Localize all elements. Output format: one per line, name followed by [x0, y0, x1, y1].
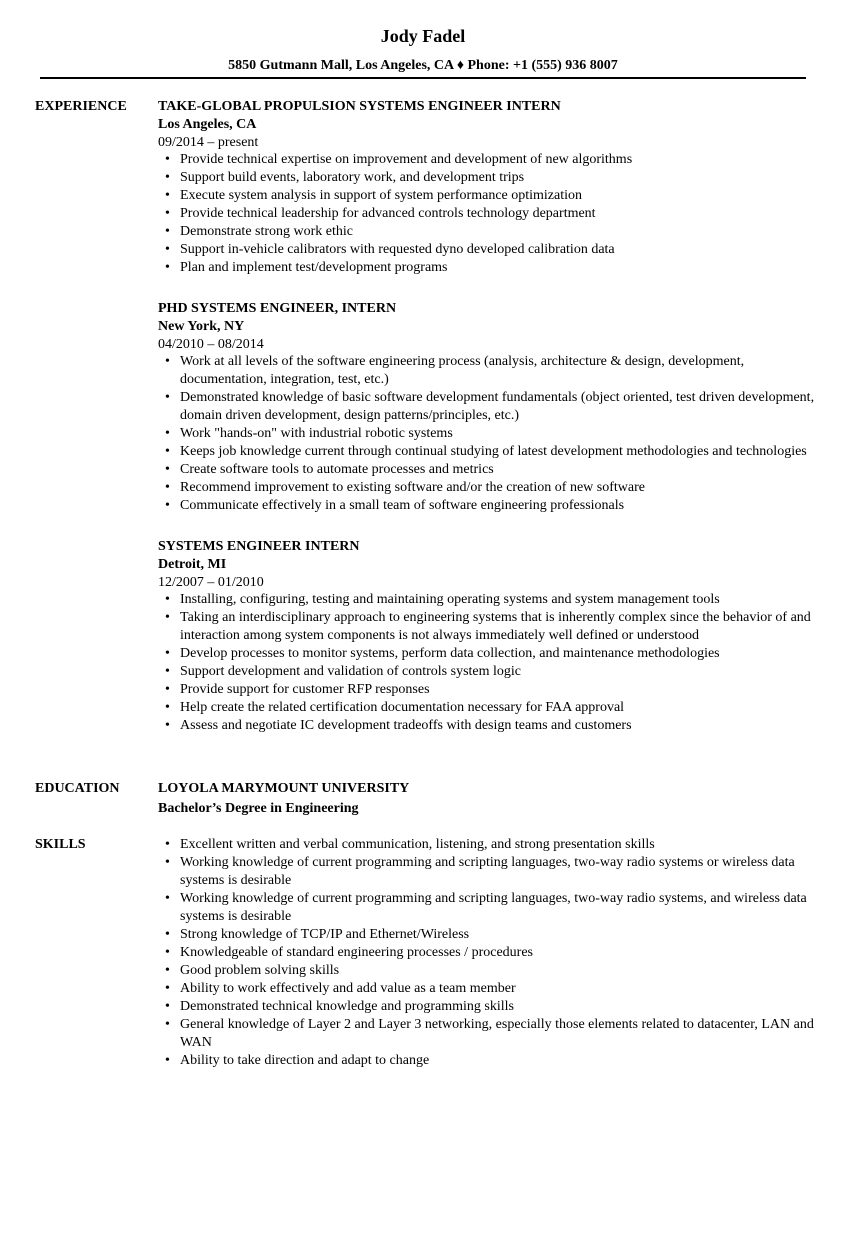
resume-header	[0, 24, 846, 75]
list-item: • Support build events, laboratory work, and development trips	[158, 169, 818, 187]
list-item: • Good problem solving skills	[158, 962, 818, 980]
job-bullet-list	[158, 151, 818, 277]
list-item: • Excellent written and verbal communication, listening, and strong presentation skills	[158, 836, 818, 854]
list-item: • Demonstrated technical knowledge and programming skills	[158, 998, 818, 1016]
list-item: • Keeps job knowledge current through continual studying of latest development methodologies and technologies	[158, 443, 818, 461]
list-item: • Work "hands-on" with industrial robotic systems	[158, 425, 818, 443]
list-item: • Communicate effectively in a small team of software engineering professionals	[158, 497, 818, 515]
list-item: • Demonstrated knowledge of basic software development fundamentals (object oriented, test driven development, domain driven development, design patterns/principles, etc.)	[158, 389, 818, 425]
list-item: • Provide technical leadership for advanced controls technology department	[158, 205, 818, 223]
job-entry	[158, 300, 818, 515]
list-item: • Recommend improvement to existing software and/or the creation of new software	[158, 479, 818, 497]
list-item: • Help create the related certification documentation necessary for FAA approval	[158, 699, 818, 717]
list-item: • Taking an interdisciplinary approach to engineering systems that is inherently complex since the behavior of and interaction among system components is not always immediately well defined or understood	[158, 609, 818, 645]
experience-list	[158, 98, 818, 758]
contact-line: 5850 Gutmann Mall, Los Angeles, CA ♦ Phone: +1 (555) 936 8007	[228, 58, 618, 73]
education-entry	[158, 780, 818, 818]
job-bullet-list	[158, 591, 818, 735]
job-location: Detroit, MI	[158, 557, 227, 572]
job-location: New York, NY	[158, 319, 245, 334]
job-title: PHD SYSTEMS ENGINEER, INTERN	[158, 301, 397, 316]
job-title: SYSTEMS ENGINEER INTERN	[158, 539, 360, 554]
list-item: • Work at all levels of the software engineering process (analysis, architecture & design, development, documentation, integration, test, etc.)	[158, 353, 818, 389]
list-item: • Strong knowledge of TCP/IP and Ethernet/Wireless	[158, 926, 818, 944]
list-item: • General knowledge of Layer 2 and Layer 3 networking, especially those elements related to datacenter, LAN and WAN	[158, 1016, 818, 1052]
school-name: LOYOLA MARYMOUNT UNIVERSITY	[158, 781, 410, 796]
list-item: • Develop processes to monitor systems, perform data collection, and maintenance methodologies	[158, 645, 818, 663]
list-item: • Ability to work effectively and add value as a team member	[158, 980, 818, 998]
list-item: • Knowledgeable of standard engineering processes / procedures	[158, 944, 818, 962]
candidate-name: Jody Fadel	[380, 26, 466, 46]
list-item: • Assess and negotiate IC development tradeoffs with design teams and customers	[158, 717, 818, 735]
job-dates: 04/2010 – 08/2014	[158, 337, 264, 352]
job-title: TAKE-GLOBAL PROPULSION SYSTEMS ENGINEER INTERN	[158, 99, 561, 114]
list-item: • Support development and validation of controls system logic	[158, 663, 818, 681]
job-entry	[158, 98, 818, 277]
list-item: • Working knowledge of current programming and scripting languages, two-way radio systems or wireless data systems is desirable	[158, 854, 818, 890]
list-item: • Demonstrate strong work ethic	[158, 223, 818, 241]
list-item: • Ability to take direction and adapt to change	[158, 1052, 818, 1070]
section-title-education: EDUCATION	[35, 781, 120, 796]
list-item: • Create software tools to automate processes and metrics	[158, 461, 818, 479]
list-item: • Installing, configuring, testing and maintaining operating systems and system management tools	[158, 591, 818, 609]
skills-list-wrap	[158, 836, 818, 1070]
degree-name: Bachelor’s Degree in Engineering	[158, 801, 359, 816]
section-title-experience: EXPERIENCE	[35, 99, 127, 114]
list-item: • Plan and implement test/development programs	[158, 259, 818, 277]
skills-list	[158, 836, 818, 1070]
list-item: • Provide support for customer RFP responses	[158, 681, 818, 699]
list-item: • Execute system analysis in support of system performance optimization	[158, 187, 818, 205]
job-dates: 09/2014 – present	[158, 135, 259, 150]
job-dates: 12/2007 – 01/2010	[158, 575, 264, 590]
section-title-skills: SKILLS	[35, 837, 86, 852]
list-item: • Working knowledge of current programming and scripting languages, two-way radio systems, and wireless data systems is desirable	[158, 890, 818, 926]
job-bullet-list	[158, 353, 818, 515]
list-item: • Support in-vehicle calibrators with requested dyno developed calibration data	[158, 241, 818, 259]
header-divider	[40, 77, 806, 79]
job-location: Los Angeles, CA	[158, 117, 257, 132]
list-item: • Provide technical expertise on improvement and development of new algorithms	[158, 151, 818, 169]
job-entry	[158, 538, 818, 735]
